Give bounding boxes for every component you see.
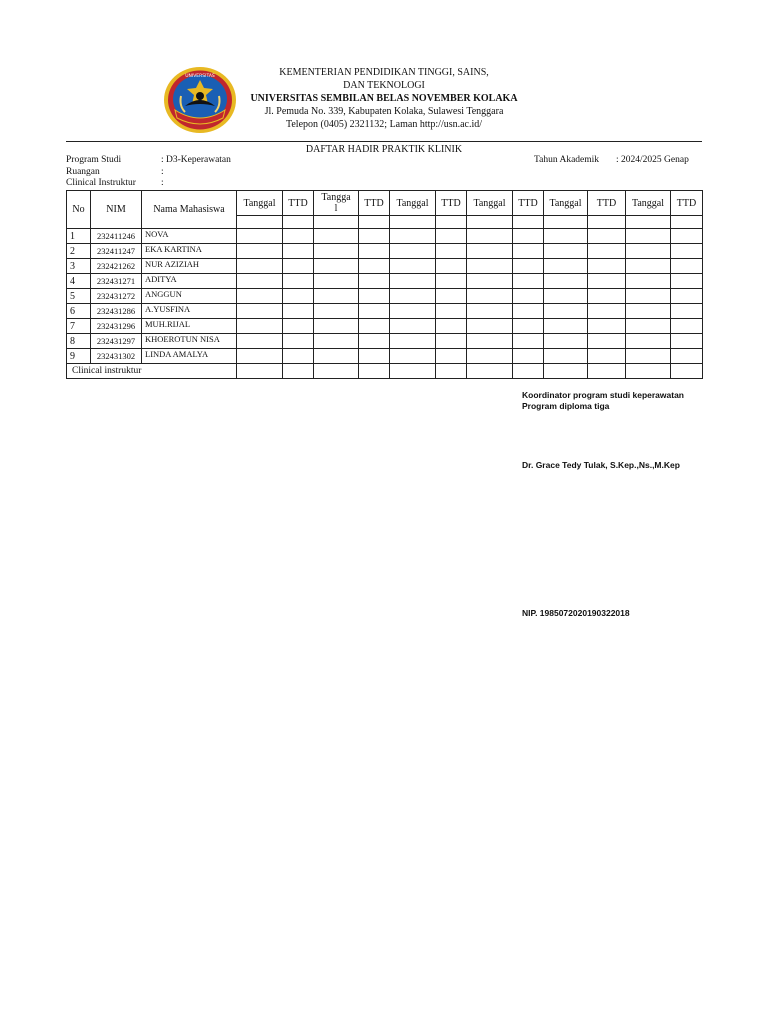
ttd-cell[interactable]: [283, 229, 314, 244]
date-cell[interactable]: [314, 259, 359, 274]
ttd-cell[interactable]: [359, 289, 390, 304]
ttd-cell[interactable]: [588, 259, 626, 274]
ttd-cell[interactable]: [359, 349, 390, 364]
signature-role-line-2: Program diploma tiga: [522, 401, 610, 411]
col-header-ttd-3: TTD: [436, 191, 467, 216]
ttd-cell: [436, 216, 467, 229]
row-no: 8: [67, 334, 91, 349]
ttd-cell[interactable]: [513, 319, 544, 334]
room-label: Ruangan: [66, 167, 100, 177]
ttd-cell[interactable]: [283, 304, 314, 319]
date-cell[interactable]: [467, 229, 513, 244]
academic-year-label: Tahun Akademik: [534, 155, 600, 165]
col-header-date-1: Tanggal: [237, 191, 283, 216]
date-cell[interactable]: [390, 289, 436, 304]
table-row: [67, 334, 703, 349]
date-cell[interactable]: [237, 244, 283, 259]
row-no: 5: [67, 289, 91, 304]
col-header-nim: NIM: [91, 191, 142, 229]
row-no: 3: [67, 259, 91, 274]
row-no: 4: [67, 274, 91, 289]
row-no: 7: [67, 319, 91, 334]
ttd-cell[interactable]: [671, 289, 703, 304]
row-nim: 232431302: [91, 349, 142, 364]
date-cell[interactable]: [314, 364, 359, 379]
date-cell[interactable]: [544, 334, 588, 349]
ttd-cell[interactable]: [436, 304, 467, 319]
date-cell[interactable]: [626, 319, 671, 334]
ttd-cell: [359, 216, 390, 229]
date-cell[interactable]: [237, 364, 283, 379]
clinical-instructor-value: :: [161, 178, 164, 188]
date-cell[interactable]: [237, 274, 283, 289]
col-header-ttd-1: TTD: [283, 191, 314, 216]
ttd-cell[interactable]: [359, 259, 390, 274]
date-cell[interactable]: [314, 244, 359, 259]
date-cell[interactable]: [544, 304, 588, 319]
date-cell[interactable]: [237, 259, 283, 274]
date-cell[interactable]: [314, 289, 359, 304]
ttd-cell[interactable]: [671, 334, 703, 349]
ministry-line-1: KEMENTERIAN PENDIDIKAN TINGGI, SAINS,: [279, 67, 489, 78]
header-divider: [66, 141, 702, 142]
date-cell[interactable]: [626, 259, 671, 274]
date-cell[interactable]: [467, 334, 513, 349]
ttd-cell[interactable]: [359, 304, 390, 319]
row-nim: 232431272: [91, 289, 142, 304]
col-header-ttd-6: TTD: [671, 191, 703, 216]
ttd-cell[interactable]: [283, 244, 314, 259]
row-name: ADITYA: [142, 274, 237, 289]
date-cell[interactable]: [237, 304, 283, 319]
academic-year-value: : 2024/2025 Genap: [616, 155, 689, 165]
date-cell[interactable]: [544, 259, 588, 274]
date-cell[interactable]: [390, 319, 436, 334]
date-cell[interactable]: [390, 349, 436, 364]
ttd-cell[interactable]: [671, 244, 703, 259]
ttd-cell[interactable]: [359, 319, 390, 334]
ttd-cell[interactable]: [588, 229, 626, 244]
program-value: : D3-Keperawatan: [161, 155, 231, 165]
date-cell[interactable]: [544, 364, 588, 379]
date-cell[interactable]: [314, 304, 359, 319]
ttd-cell[interactable]: [283, 349, 314, 364]
date-cell[interactable]: [467, 289, 513, 304]
clinical-instructor-row: [67, 364, 703, 379]
date-cell[interactable]: [314, 274, 359, 289]
date-cell[interactable]: [467, 319, 513, 334]
table-header-row: [67, 191, 703, 216]
ttd-cell[interactable]: [359, 244, 390, 259]
ttd-cell[interactable]: [513, 289, 544, 304]
ttd-cell[interactable]: [436, 319, 467, 334]
date-cell[interactable]: [237, 349, 283, 364]
ttd-cell[interactable]: [359, 274, 390, 289]
table-row: [67, 244, 703, 259]
ttd-cell: [283, 216, 314, 229]
ttd-cell[interactable]: [283, 274, 314, 289]
date-cell[interactable]: [626, 349, 671, 364]
date-cell[interactable]: [390, 274, 436, 289]
col-header-date-4: Tanggal: [467, 191, 513, 216]
date-cell: [390, 216, 436, 229]
date-cell[interactable]: [544, 289, 588, 304]
clinical-instructor-footer-label: Clinical instruktur: [67, 364, 237, 379]
ttd-cell[interactable]: [671, 349, 703, 364]
date-cell[interactable]: [626, 289, 671, 304]
date-cell: [314, 216, 359, 229]
date-cell[interactable]: [314, 334, 359, 349]
contact-line: Telepon (0405) 2321132; Laman http://usn.ac.id/: [285, 119, 483, 130]
ttd-cell[interactable]: [588, 364, 626, 379]
row-no: 2: [67, 244, 91, 259]
ttd-cell[interactable]: [283, 334, 314, 349]
ttd-cell[interactable]: [588, 244, 626, 259]
date-cell[interactable]: [467, 304, 513, 319]
clinical-instructor-label: Clinical Instruktur: [66, 178, 136, 188]
date-cell: [626, 216, 671, 229]
ttd-cell[interactable]: [283, 319, 314, 334]
ttd-cell: [513, 216, 544, 229]
date-cell: [237, 216, 283, 229]
col-header-date-2: Tangga l: [314, 191, 359, 216]
row-name: EKA KARTINA: [142, 244, 237, 259]
ttd-cell[interactable]: [588, 349, 626, 364]
date-cell[interactable]: [544, 229, 588, 244]
date-cell[interactable]: [626, 304, 671, 319]
row-name: NUR AZIZIAH: [142, 259, 237, 274]
col-header-ttd-2: TTD: [359, 191, 390, 216]
signatory-nip: NIP. 1985072020190322018: [522, 608, 630, 618]
ttd-cell[interactable]: [436, 289, 467, 304]
col-header-ttd-5: TTD: [588, 191, 626, 216]
col-header-no: No: [67, 191, 91, 229]
row-name: LINDA AMALYA: [142, 349, 237, 364]
ttd-cell[interactable]: [513, 259, 544, 274]
ttd-cell[interactable]: [436, 334, 467, 349]
date-cell[interactable]: [467, 244, 513, 259]
row-nim: 232431296: [91, 319, 142, 334]
row-nim: 232421262: [91, 259, 142, 274]
col-header-date-6: Tanggal: [626, 191, 671, 216]
date-cell[interactable]: [467, 349, 513, 364]
document-title: DAFTAR HADIR PRAKTIK KLINIK: [305, 144, 463, 155]
ttd-cell[interactable]: [359, 229, 390, 244]
ttd-cell[interactable]: [671, 364, 703, 379]
ttd-cell[interactable]: [436, 364, 467, 379]
svg-text:UNIVERSITAS: UNIVERSITAS: [185, 74, 215, 79]
date-cell[interactable]: [544, 244, 588, 259]
ttd-cell: [671, 216, 703, 229]
ttd-cell[interactable]: [671, 319, 703, 334]
ttd-cell[interactable]: [588, 334, 626, 349]
row-nim: 232411246: [91, 229, 142, 244]
date-cell[interactable]: [390, 229, 436, 244]
col-header-ttd-4: TTD: [513, 191, 544, 216]
signatory-name: Dr. Grace Tedy Tulak, S.Kep.,Ns.,M.Kep: [522, 460, 680, 470]
date-cell[interactable]: [314, 229, 359, 244]
date-cell[interactable]: [467, 259, 513, 274]
row-name: KHOEROTUN NISA: [142, 334, 237, 349]
ttd-cell[interactable]: [513, 244, 544, 259]
col-header-date-3: Tanggal: [390, 191, 436, 216]
date-cell[interactable]: [467, 364, 513, 379]
address: Jl. Pemuda No. 339, Kabupaten Kolaka, Sulawesi Tenggara: [264, 106, 504, 117]
ttd-cell[interactable]: [513, 349, 544, 364]
date-cell[interactable]: [390, 304, 436, 319]
table-row: [67, 304, 703, 319]
row-name: NOVA: [142, 229, 237, 244]
ttd-cell[interactable]: [283, 259, 314, 274]
row-name: ANGGUN: [142, 289, 237, 304]
ttd-cell: [588, 216, 626, 229]
attendance-table: [66, 190, 703, 379]
row-nim: 232431286: [91, 304, 142, 319]
ttd-cell[interactable]: [513, 364, 544, 379]
university-name: UNIVERSITAS SEMBILAN BELAS NOVEMBER KOLAKA: [250, 93, 518, 104]
date-cell[interactable]: [314, 319, 359, 334]
ttd-cell[interactable]: [359, 334, 390, 349]
row-no: 1: [67, 229, 91, 244]
date-cell: [467, 216, 513, 229]
ttd-cell[interactable]: [359, 364, 390, 379]
row-name: A.YUSFINA: [142, 304, 237, 319]
date-cell[interactable]: [544, 274, 588, 289]
row-no: 6: [67, 304, 91, 319]
table-row: [67, 274, 703, 289]
room-value: :: [161, 167, 164, 177]
ttd-cell[interactable]: [436, 259, 467, 274]
ministry-line-2: DAN TEKNOLOGI: [343, 80, 425, 91]
ttd-cell[interactable]: [588, 274, 626, 289]
row-no: 9: [67, 349, 91, 364]
ttd-cell[interactable]: [513, 304, 544, 319]
signature-role-line-1: Koordinator program studi keperawatan: [522, 390, 684, 400]
date-cell[interactable]: [390, 244, 436, 259]
ttd-cell[interactable]: [436, 349, 467, 364]
date-cell: [544, 216, 588, 229]
table-row: [67, 229, 703, 244]
table-row: [67, 289, 703, 304]
date-cell[interactable]: [626, 229, 671, 244]
date-cell[interactable]: [626, 334, 671, 349]
date-cell[interactable]: [626, 364, 671, 379]
date-cell[interactable]: [237, 334, 283, 349]
letterhead: [240, 66, 528, 131]
date-cell[interactable]: [237, 319, 283, 334]
date-cell[interactable]: [314, 349, 359, 364]
ttd-cell[interactable]: [588, 304, 626, 319]
row-nim: 232431271: [91, 274, 142, 289]
row-name: MUH.RIJAL: [142, 319, 237, 334]
date-cell[interactable]: [626, 244, 671, 259]
row-nim: 232411247: [91, 244, 142, 259]
ttd-cell[interactable]: [513, 274, 544, 289]
ttd-cell[interactable]: [671, 229, 703, 244]
university-seal-icon: [163, 66, 237, 134]
date-cell[interactable]: [237, 289, 283, 304]
ttd-cell[interactable]: [436, 244, 467, 259]
col-header-date-5: Tanggal: [544, 191, 588, 216]
date-cell[interactable]: [467, 274, 513, 289]
signature-role: [522, 390, 684, 412]
ttd-cell[interactable]: [283, 289, 314, 304]
ttd-cell[interactable]: [436, 229, 467, 244]
ttd-cell[interactable]: [513, 334, 544, 349]
date-cell[interactable]: [544, 319, 588, 334]
table-row: [67, 259, 703, 274]
ttd-cell[interactable]: [513, 229, 544, 244]
date-cell[interactable]: [390, 364, 436, 379]
date-cell[interactable]: [390, 259, 436, 274]
date-cell[interactable]: [390, 334, 436, 349]
ttd-cell[interactable]: [436, 274, 467, 289]
ttd-cell[interactable]: [588, 319, 626, 334]
col-header-name: Nama Mahasiswa: [142, 191, 237, 229]
table-row: [67, 349, 703, 364]
ttd-cell[interactable]: [671, 304, 703, 319]
ttd-cell[interactable]: [671, 259, 703, 274]
date-cell[interactable]: [626, 274, 671, 289]
date-cell[interactable]: [544, 349, 588, 364]
table-row: [67, 319, 703, 334]
row-nim: 232431297: [91, 334, 142, 349]
ttd-cell[interactable]: [588, 289, 626, 304]
ttd-cell[interactable]: [283, 364, 314, 379]
ttd-cell[interactable]: [671, 274, 703, 289]
program-label: Program Studi: [66, 155, 122, 165]
date-cell[interactable]: [237, 229, 283, 244]
